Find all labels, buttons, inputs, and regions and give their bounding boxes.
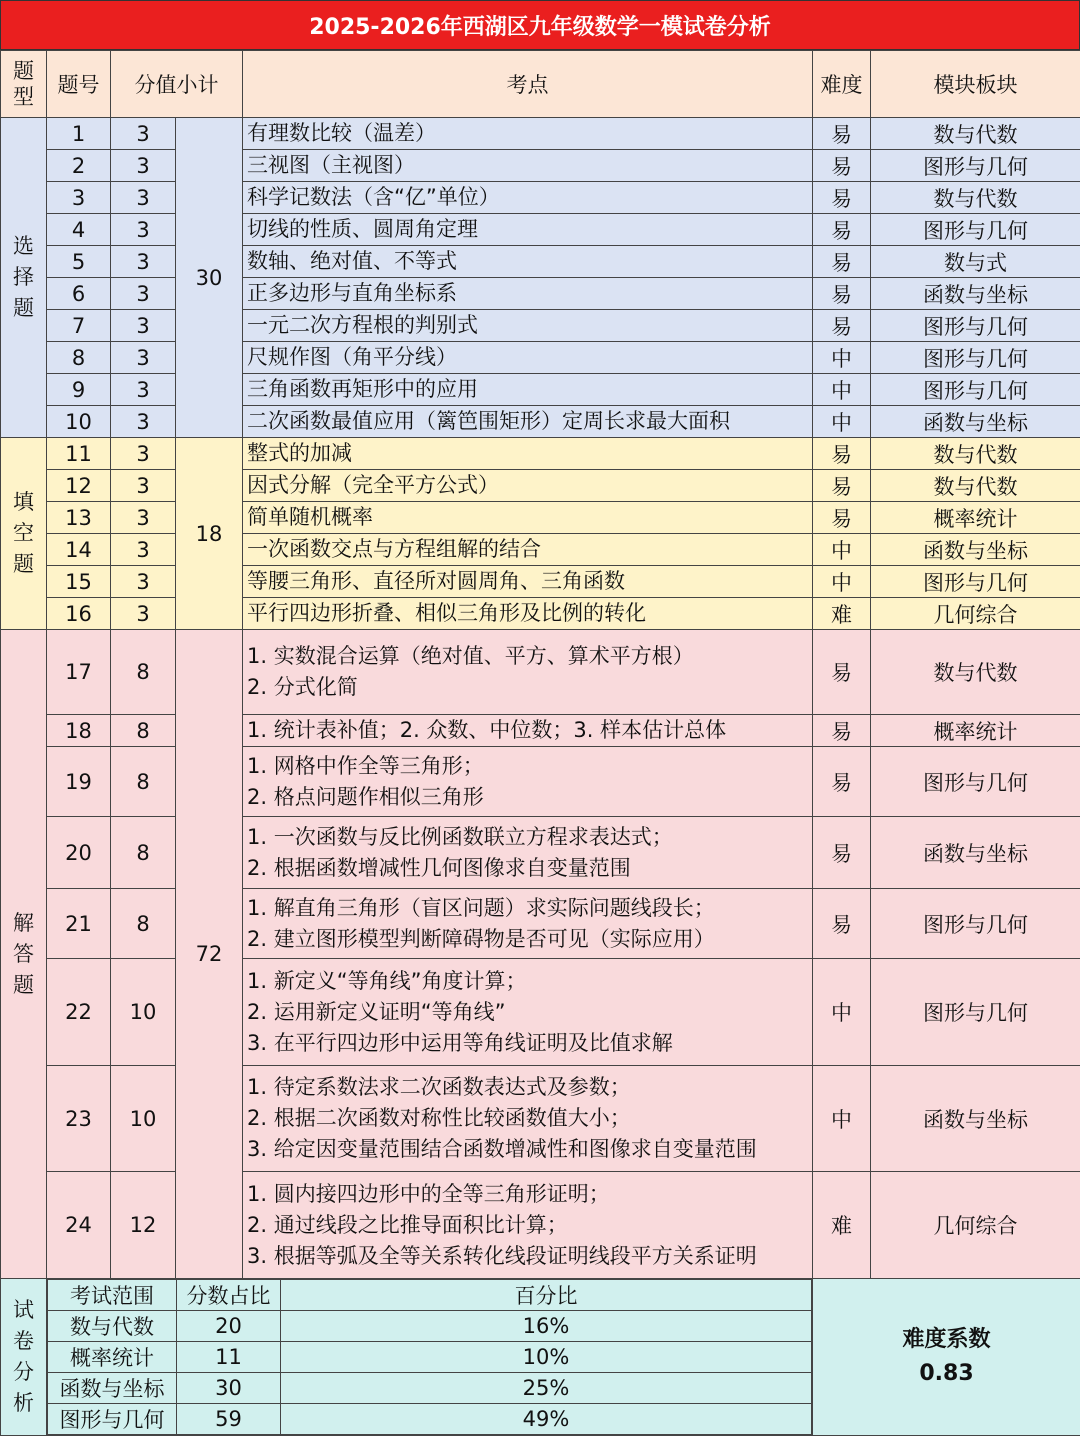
question-number: 23: [47, 1066, 111, 1172]
page-title: 2025-2026年西湖区九年级数学一模试卷分析: [0, 0, 1080, 50]
question-score: 3: [111, 598, 176, 630]
table-row: [1, 470, 1080, 502]
knowledge-point: 1. 新定义“等角线”角度计算； 2. 运用新定义证明“等角线” 3. 在平行四边形中运用等角线证明及比值求解: [243, 959, 813, 1066]
table-row: [1, 374, 1080, 406]
difficulty-coefficient-label: 难度系数: [813, 1323, 1080, 1357]
knowledge-point: 二次函数最值应用（篱笆围矩形）定周长求最大面积: [243, 406, 813, 438]
section-label-analysis: 试 卷 分 析: [1, 1279, 47, 1436]
analysis-data-row: [48, 1404, 812, 1435]
analysis-header-row: [48, 1280, 812, 1311]
table-row: [1, 118, 1080, 150]
header-difficulty: 难度: [813, 51, 871, 118]
module-cell: 数与代数: [871, 630, 1080, 715]
table-row: [1, 889, 1080, 959]
table-row: [1, 342, 1080, 374]
question-number: 6: [47, 278, 111, 310]
difficulty-cell: 易: [813, 747, 871, 817]
difficulty-coefficient-value: 0.83: [813, 1357, 1080, 1391]
question-score: 10: [111, 1066, 176, 1172]
question-score: 3: [111, 246, 176, 278]
section-label-fill: 填 空 题: [1, 438, 47, 630]
difficulty-cell: 易: [813, 502, 871, 534]
knowledge-point: 一次函数交点与方程组解的结合: [243, 534, 813, 566]
knowledge-point: 正多边形与直角坐标系: [243, 278, 813, 310]
module-cell: 概率统计: [871, 502, 1080, 534]
module-cell: 图形与几何: [871, 959, 1080, 1066]
knowledge-point: 1. 实数混合运算（绝对值、平方、算术平方根） 2. 分式化简: [243, 630, 813, 715]
module-cell: 数与式: [871, 246, 1080, 278]
difficulty-cell: 易: [813, 889, 871, 959]
analysis-data-row: [48, 1373, 812, 1404]
analysis-data-row: [48, 1311, 812, 1342]
question-score: 10: [111, 959, 176, 1066]
module-cell: 函数与坐标: [871, 817, 1080, 889]
question-score: 3: [111, 406, 176, 438]
knowledge-point: 因式分解（完全平方公式）: [243, 470, 813, 502]
knowledge-point: 1. 解直角三角形（盲区问题）求实际问题线段长； 2. 建立图形模型判断障碍物是否可见（实际应用）: [243, 889, 813, 959]
difficulty-cell: 中: [813, 406, 871, 438]
section-subtotal-fill: 18: [176, 438, 243, 630]
question-score: 3: [111, 534, 176, 566]
question-score: 8: [111, 630, 176, 715]
analysis-header-score: 分数占比: [177, 1280, 281, 1311]
question-number: 15: [47, 566, 111, 598]
knowledge-point: 1. 统计表补值；2. 众数、中位数；3. 样本估计总体: [243, 715, 813, 747]
analysis-header-range: 考试范围: [48, 1280, 177, 1311]
question-number: 8: [47, 342, 111, 374]
module-cell: 图形与几何: [871, 889, 1080, 959]
module-cell: 图形与几何: [871, 374, 1080, 406]
difficulty-cell: 易: [813, 310, 871, 342]
section-label-answer: 解 答 题: [1, 630, 47, 1279]
question-score: 3: [111, 374, 176, 406]
analysis-header-percent: 百分比: [281, 1280, 812, 1311]
question-number: 1: [47, 118, 111, 150]
module-cell: 概率统计: [871, 715, 1080, 747]
question-number: 13: [47, 502, 111, 534]
header-row: [1, 51, 1080, 118]
header-module: 模块板块: [871, 51, 1080, 118]
question-number: 9: [47, 374, 111, 406]
question-number: 3: [47, 182, 111, 214]
question-score: 3: [111, 214, 176, 246]
header-type: 题 型: [1, 51, 47, 118]
analysis-range: 函数与坐标: [48, 1373, 177, 1404]
question-number: 16: [47, 598, 111, 630]
difficulty-cell: 难: [813, 1172, 871, 1279]
module-cell: 数与代数: [871, 182, 1080, 214]
table-row: [1, 150, 1080, 182]
module-cell: 函数与坐标: [871, 534, 1080, 566]
knowledge-point: 有理数比较（温差）: [243, 118, 813, 150]
analysis-row: [1, 1279, 1080, 1436]
question-number: 19: [47, 747, 111, 817]
module-cell: 图形与几何: [871, 566, 1080, 598]
analysis-range: 数与代数: [48, 1311, 177, 1342]
module-cell: 数与代数: [871, 118, 1080, 150]
question-number: 4: [47, 214, 111, 246]
difficulty-cell: 难: [813, 598, 871, 630]
difficulty-cell: 易: [813, 246, 871, 278]
question-score: 8: [111, 817, 176, 889]
analysis-percent: 16%: [281, 1311, 812, 1342]
table-row: [1, 502, 1080, 534]
difficulty-cell: 易: [813, 715, 871, 747]
question-number: 12: [47, 470, 111, 502]
analysis-percent: 25%: [281, 1373, 812, 1404]
table-row: [1, 817, 1080, 889]
analysis-data-row: [48, 1342, 812, 1373]
table-row: [1, 534, 1080, 566]
question-score: 3: [111, 438, 176, 470]
question-score: 12: [111, 1172, 176, 1279]
question-score: 8: [111, 889, 176, 959]
question-number: 7: [47, 310, 111, 342]
difficulty-cell: 易: [813, 214, 871, 246]
section-label-choice: 选 择 题: [1, 118, 47, 438]
knowledge-point: 切线的性质、圆周角定理: [243, 214, 813, 246]
question-number: 2: [47, 150, 111, 182]
module-cell: 图形与几何: [871, 310, 1080, 342]
question-number: 22: [47, 959, 111, 1066]
question-number: 24: [47, 1172, 111, 1279]
header-num: 题号: [47, 51, 111, 118]
analysis-summary: [47, 1279, 813, 1436]
question-score: 8: [111, 715, 176, 747]
analysis-score: 59: [177, 1404, 281, 1435]
table-row: [1, 214, 1080, 246]
difficulty-cell: 中: [813, 342, 871, 374]
difficulty-cell: 中: [813, 566, 871, 598]
table-row: [1, 438, 1080, 470]
knowledge-point: 1. 待定系数法求二次函数表达式及参数； 2. 根据二次函数对称性比较函数值大小； 3. 给定因变量范围结合函数增减性和图像求自变量范围: [243, 1066, 813, 1172]
analysis-range: 图形与几何: [48, 1404, 177, 1435]
knowledge-point: 一元二次方程根的判别式: [243, 310, 813, 342]
knowledge-point: 等腰三角形、直径所对圆周角、三角函数: [243, 566, 813, 598]
question-score: 3: [111, 310, 176, 342]
question-number: 20: [47, 817, 111, 889]
module-cell: 几何综合: [871, 1172, 1080, 1279]
header-point: 考点: [243, 51, 813, 118]
question-score: 3: [111, 470, 176, 502]
knowledge-point: 尺规作图（角平分线）: [243, 342, 813, 374]
question-score: 3: [111, 278, 176, 310]
knowledge-point: 科学记数法（含“亿”单位）: [243, 182, 813, 214]
question-number: 14: [47, 534, 111, 566]
question-score: 3: [111, 182, 176, 214]
knowledge-point: 整式的加减: [243, 438, 813, 470]
table-row: [1, 959, 1080, 1066]
question-score: 8: [111, 747, 176, 817]
difficulty-cell: 中: [813, 959, 871, 1066]
knowledge-point: 三角函数再矩形中的应用: [243, 374, 813, 406]
section-subtotal-answer: 72: [176, 630, 243, 1279]
module-cell: 数与代数: [871, 470, 1080, 502]
analysis-table: [0, 50, 1080, 1436]
module-cell: 数与代数: [871, 438, 1080, 470]
knowledge-point: 简单随机概率: [243, 502, 813, 534]
difficulty-cell: 易: [813, 278, 871, 310]
module-cell: 几何综合: [871, 598, 1080, 630]
header-score: 分值小计: [111, 51, 243, 118]
analysis-score: 11: [177, 1342, 281, 1373]
module-cell: 函数与坐标: [871, 406, 1080, 438]
question-score: 3: [111, 502, 176, 534]
difficulty-cell: 易: [813, 182, 871, 214]
module-cell: 函数与坐标: [871, 1066, 1080, 1172]
difficulty-cell: 中: [813, 374, 871, 406]
table-row: [1, 310, 1080, 342]
table-row: [1, 1172, 1080, 1279]
knowledge-point: 平行四边形折叠、相似三角形及比例的转化: [243, 598, 813, 630]
table-row: [1, 406, 1080, 438]
module-cell: 图形与几何: [871, 150, 1080, 182]
difficulty-cell: 易: [813, 630, 871, 715]
difficulty-cell: 易: [813, 118, 871, 150]
difficulty-cell: 易: [813, 438, 871, 470]
question-number: 5: [47, 246, 111, 278]
question-number: 17: [47, 630, 111, 715]
analysis-percent: 49%: [281, 1404, 812, 1435]
table-row: [1, 566, 1080, 598]
table-row: [1, 1066, 1080, 1172]
table-row: [1, 182, 1080, 214]
difficulty-cell: 中: [813, 1066, 871, 1172]
knowledge-point: 1. 圆内接四边形中的全等三角形证明； 2. 通过线段之比推导面积比计算； 3. 根据等弧及全等关系转化线段证明线段平方关系证明: [243, 1172, 813, 1279]
module-cell: 图形与几何: [871, 342, 1080, 374]
question-number: 10: [47, 406, 111, 438]
question-number: 21: [47, 889, 111, 959]
analysis-score: 30: [177, 1373, 281, 1404]
table-row: [1, 278, 1080, 310]
question-score: 3: [111, 150, 176, 182]
difficulty-cell: 易: [813, 150, 871, 182]
analysis-range: 概率统计: [48, 1342, 177, 1373]
difficulty-coefficient: [813, 1279, 1080, 1436]
difficulty-cell: 易: [813, 817, 871, 889]
table-row: [1, 747, 1080, 817]
question-score: 3: [111, 118, 176, 150]
analysis-score: 20: [177, 1311, 281, 1342]
table-row: [1, 246, 1080, 278]
analysis-percent: 10%: [281, 1342, 812, 1373]
difficulty-cell: 易: [813, 470, 871, 502]
question-number: 18: [47, 715, 111, 747]
knowledge-point: 1. 网格中作全等三角形； 2. 格点问题作相似三角形: [243, 747, 813, 817]
module-cell: 函数与坐标: [871, 278, 1080, 310]
question-score: 3: [111, 566, 176, 598]
knowledge-point: 三视图（主视图）: [243, 150, 813, 182]
difficulty-cell: 中: [813, 534, 871, 566]
table-row: [1, 715, 1080, 747]
analysis-subtable: [47, 1279, 812, 1435]
section-subtotal-choice: 30: [176, 118, 243, 438]
knowledge-point: 1. 一次函数与反比例函数联立方程求表达式； 2. 根据函数增减性几何图像求自变量范围: [243, 817, 813, 889]
question-number: 11: [47, 438, 111, 470]
knowledge-point: 数轴、绝对值、不等式: [243, 246, 813, 278]
module-cell: 图形与几何: [871, 214, 1080, 246]
question-score: 3: [111, 342, 176, 374]
table-row: [1, 598, 1080, 630]
table-row: [1, 630, 1080, 715]
module-cell: 图形与几何: [871, 747, 1080, 817]
